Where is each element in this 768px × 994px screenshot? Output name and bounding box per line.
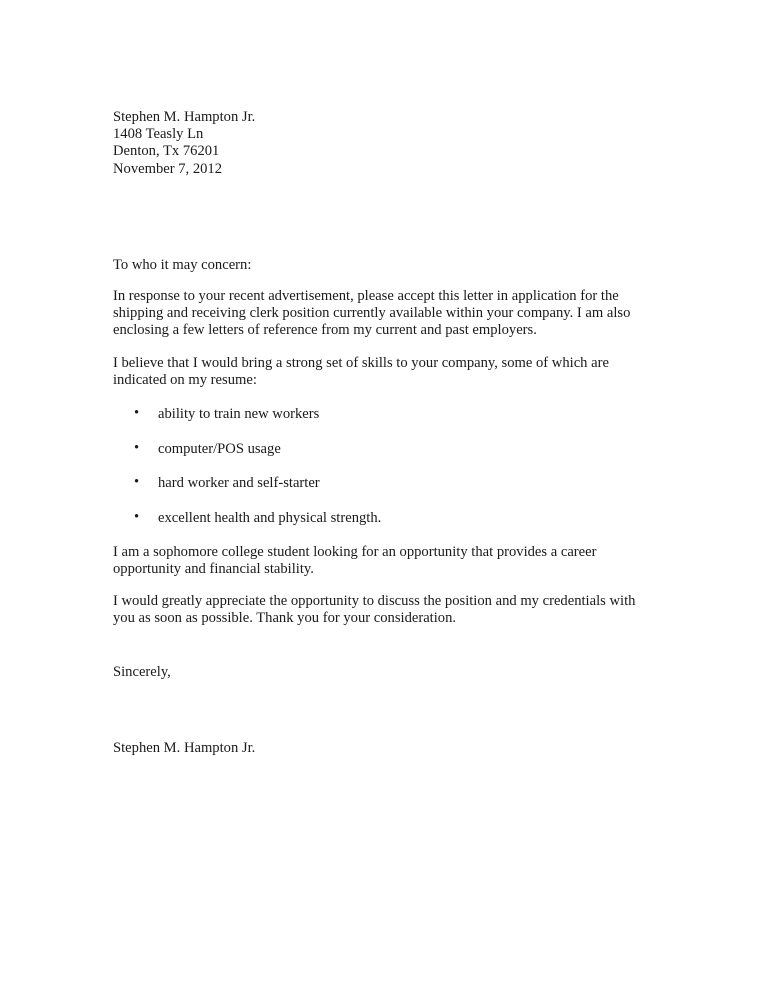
- paragraph-line: I would greatly appreciate the opportunity to discuss the position and my credentials with: [113, 593, 636, 609]
- skill-text: computer/POS usage: [158, 441, 281, 457]
- signature-name: Stephen M. Hampton Jr.: [113, 740, 256, 756]
- paragraph-line: opportunity and financial stability.: [113, 561, 314, 577]
- paragraph-line: I am a sophomore college student looking for an opportunity that provides a career: [113, 544, 597, 560]
- skill-text: hard worker and self-starter: [158, 475, 320, 491]
- closing: Sincerely,: [113, 664, 171, 680]
- sender-city: Denton, Tx 76201: [113, 143, 220, 159]
- bullet-icon: •: [134, 474, 140, 490]
- paragraph-line: In response to your recent advertisement, please accept this letter in application for the: [113, 288, 619, 304]
- sender-street: 1408 Teasly Ln: [113, 126, 204, 142]
- skill-text: excellent health and physical strength.: [158, 510, 382, 526]
- paragraph-line: indicated on my resume:: [113, 372, 257, 388]
- salutation: To who it may concern:: [113, 257, 252, 273]
- letter-date: November 7, 2012: [113, 161, 223, 177]
- bullet-icon: •: [134, 509, 140, 525]
- bullet-icon: •: [134, 440, 140, 456]
- paragraph-line: enclosing a few letters of reference from my current and past employers.: [113, 322, 537, 338]
- sender-name: Stephen M. Hampton Jr.: [113, 109, 256, 125]
- skill-text: ability to train new workers: [158, 406, 320, 422]
- paragraph-line: you as soon as possible. Thank you for your consideration.: [113, 610, 457, 626]
- bullet-icon: •: [134, 405, 140, 421]
- paragraph-line: shipping and receiving clerk position currently available within your company. I am also: [113, 305, 631, 321]
- paragraph-line: I believe that I would bring a strong set of skills to your company, some of which are: [113, 355, 609, 371]
